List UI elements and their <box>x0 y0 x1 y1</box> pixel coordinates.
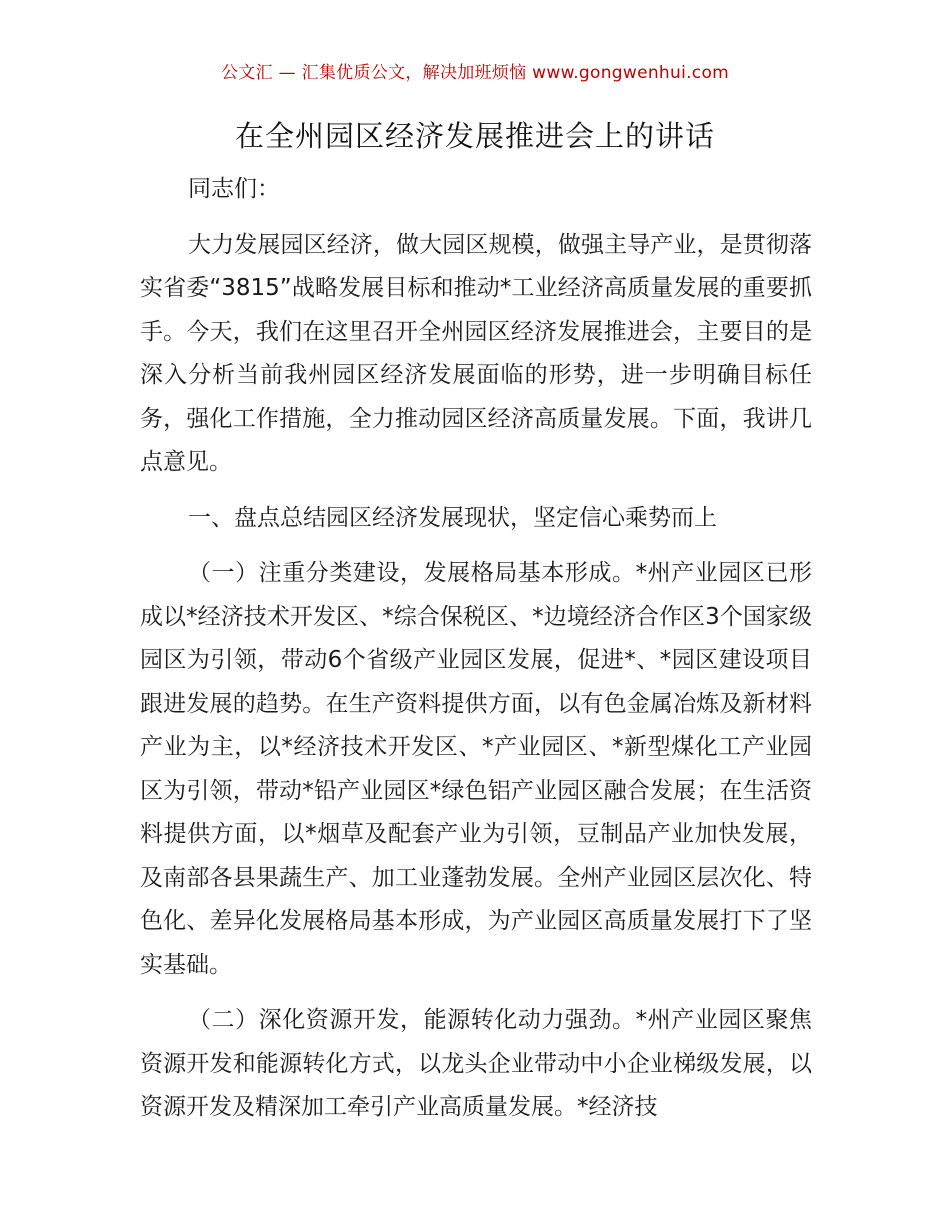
document-title: 在全州园区经济发展推进会上的讲话 <box>234 119 715 153</box>
section-heading: 一、盘点总结园区经济发展现状，坚定信心乘势而上 <box>188 504 717 531</box>
paragraph-1: （一）注重分类建设，发展格局基本形成。*州产业园区已形成以*经济技术开发区、*综合保税区、*边境经济合作区3个国家级园区为引领，带动6个省级产业园区发展，促进*、*园区建设项目跟进发展的趋势。在生产资料提供方面，以有色金属冶炼及新材料产业为主，以*经济技术开发区、*产业园区、*新型煤化工产业园区为引领，带动*铅产业园区*绿色铝产业园区融合发展；在生活资料提供方面，以*烟草及配套产业为引领，豆制品产业加快发展，及南部各县果蔬生产、加工业蓬勃发展。全州产业园区层次化、特色化、差异化发展格局基本形成，为产业园区高质量发展打下了坚实基础。 <box>140 560 812 978</box>
intro-paragraph: 大力发展园区经济，做大园区规模，做强主导产业，是贯彻落实省委“3815”战略发展目标和推动*工业经济高质量发展的重要抓手。今天，我们在这里召开全州园区经济发展推进会，主要目的是深入分析当前我州园区经济发展面临的形势，进一步明确目标任务，强化工作措施，全力推动园区经济高质量发展。下面，我讲几点意见。 <box>140 231 812 475</box>
paragraph-2: （二）深化资源开发，能源转化动力强劲。*州产业园区聚焦资源开发和能源转化方式，以龙头企业带动中小企业梯级发展，以资源开发及精深加工牵引产业高质量发展。*经济技 <box>140 1007 812 1120</box>
salutation: 同志们： <box>188 176 280 202</box>
header-banner: 公文汇 — 汇集优质公文，解决加班烦恼 www.gongwenhui.com <box>220 63 730 83</box>
document-body <box>140 168 812 1142</box>
